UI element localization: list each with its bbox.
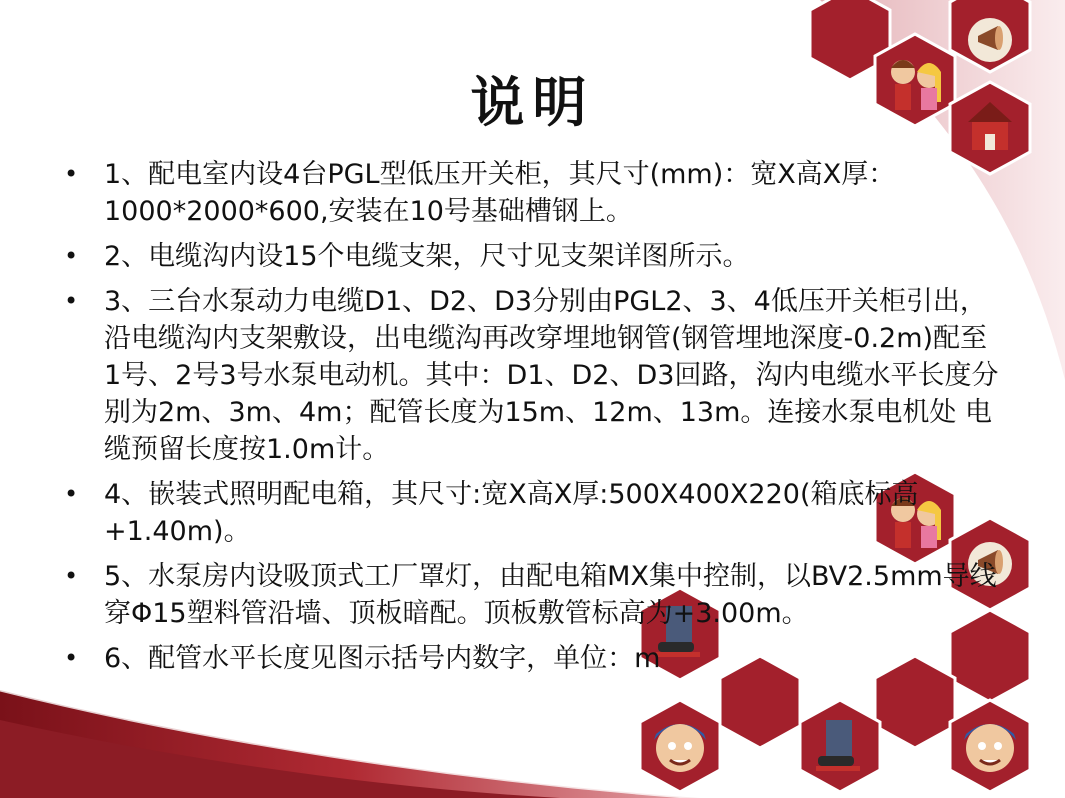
bullet-dot: • xyxy=(64,287,79,315)
list-item xyxy=(60,283,1000,468)
megaphone-icon xyxy=(968,18,1012,62)
list-item-text: 3、三台水泵动力电缆D1、D2、D3分别由PGL2、3、4低压开关柜引出，沿电缆沟内支架敷设，出电缆沟再改穿埋地钢管(钢管埋地深度-0.2m)配至1号、2号3号水泵电动机。其中：D1、D2、D3回路，沟内电缆水平长度分别为2m、3m、4m；配管长度为15m、12m、13m。连接水泵电机处 电缆预留长度按1.0m计。 xyxy=(104,286,999,465)
bullet-dot: • xyxy=(64,562,79,590)
list-item xyxy=(60,640,1000,677)
list-item xyxy=(60,156,1000,230)
bullet-dot: • xyxy=(64,160,79,188)
bullet-dot: • xyxy=(64,480,79,508)
list-item xyxy=(60,558,1000,632)
list-item-text: 1、配电室内设4台PGL型低压开关柜，其尺寸(mm)：宽X高X厚：1000*2000*600,安装在10号基础槽钢上。 xyxy=(104,159,896,227)
list-item-text: 6、配管水平长度见图示括号内数字，单位：m xyxy=(104,643,661,674)
list-item xyxy=(60,476,1000,550)
page-title: 说明 xyxy=(470,70,595,134)
bottom-swoosh xyxy=(0,690,700,798)
bullet-list xyxy=(60,156,1000,685)
list-item-text: 4、嵌装式照明配电箱，其尺寸:宽X高X厚:500X400X220(箱底标高+1.40m)。 xyxy=(104,479,919,547)
list-item-text: 5、水泵房内设吸顶式工厂罩灯，由配电箱MX集中控制，以BV2.5mm导线穿Φ15塑料管沿墙、顶板暗配。顶板敷管标高为+3.00m。 xyxy=(104,561,997,629)
bullet-dot: • xyxy=(64,242,79,270)
bullet-dot: • xyxy=(64,644,79,672)
list-item-text: 2、电缆沟内设15个电缆支架，尺寸见支架详图所示。 xyxy=(104,241,750,272)
list-item xyxy=(60,238,1000,275)
